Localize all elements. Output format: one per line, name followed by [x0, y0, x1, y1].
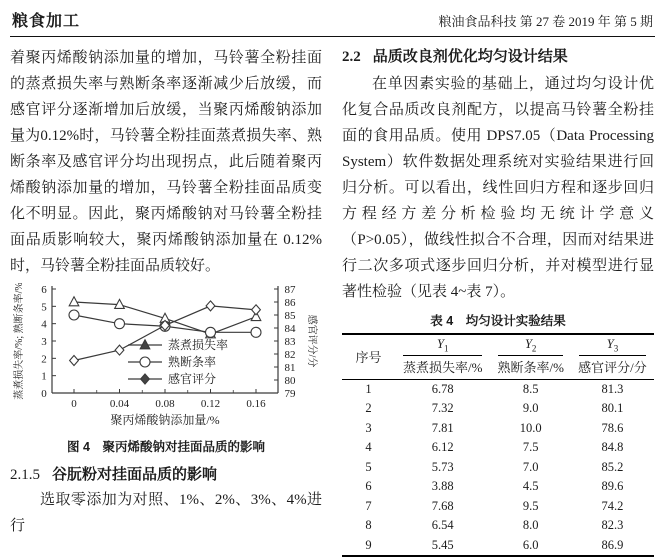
svg-text:1: 1 [41, 370, 47, 383]
col-header-seq: 序号 [342, 334, 395, 379]
svg-text:蒸煮损失率: 蒸煮损失率 [168, 338, 229, 352]
section-heading-2-2 [342, 45, 654, 69]
svg-text:0.04: 0.04 [109, 398, 130, 410]
table-row: 5 5.73 7.0 85.2 [365, 459, 624, 474]
table-row: 3 7.81 10.0 78.6 [365, 420, 624, 435]
section-title: 品质改良剂优化均匀设计结果 [372, 48, 568, 65]
svg-text:6: 6 [41, 284, 47, 296]
svg-text:79: 79 [284, 388, 296, 400]
section-number: 2.2 [342, 49, 361, 65]
journal-issue-info: 粮油食品科技 第 27 卷 2019 年 第 5 期 [438, 14, 653, 29]
table-row: 9 5.45 6.0 86.9 [365, 537, 624, 552]
table-4 [342, 333, 654, 557]
body-paragraph-1: 着聚丙烯酸钠添加量的增加，马铃薯全粉挂面的蒸煮损失率与熟断条率逐渐减少后放缓，而感官评分逐渐增加后放缓，当聚丙烯酸钠添加量为0.12%时，马铃薯全粉挂面蒸煮损失率、熟断条率及感官评分均出现拐点，此后随着聚丙烯酸钠添加量的增加，马铃薯全粉挂面品质变化不明显。因此，聚丙烯酸钠对马铃薯全粉挂面品质影响较大，聚丙烯酸钠添加量在 0.12%时，马铃薯全粉挂面品质较好。 [10, 50, 322, 274]
table-row: 7 7.68 9.5 74.2 [365, 498, 624, 513]
svg-text:84: 84 [284, 323, 296, 335]
journal-section-title: 粮食加工 [12, 13, 81, 30]
svg-text:81: 81 [284, 362, 296, 374]
svg-text:感官评分: 感官评分 [168, 372, 217, 386]
left-column [10, 45, 322, 557]
col-subheader-cooking-loss: 蒸煮损失率/% [395, 356, 490, 380]
figure-4 [10, 283, 322, 455]
two-column-layout [10, 37, 655, 557]
svg-text:80: 80 [284, 375, 296, 387]
col-subheader-break-rate: 熟断条率/% [490, 356, 571, 380]
svg-text:0: 0 [41, 388, 47, 400]
col-subheader-sensory-score: 感官评分/分 [571, 356, 654, 380]
page-header [10, 6, 655, 37]
table-body [342, 379, 654, 556]
svg-text:0.08: 0.08 [155, 398, 175, 410]
col-header-y1: $Y_1$ [395, 334, 490, 356]
svg-text:感官评分/分: 感官评分/分 [306, 314, 317, 368]
svg-text:蒸煮损失率/%; 熟断条率/%: 蒸煮损失率/%; 熟断条率/% [14, 283, 25, 400]
svg-text:5: 5 [41, 301, 47, 314]
svg-text:4: 4 [41, 318, 47, 331]
section-heading-2-1-5 [10, 463, 322, 487]
figure-4-chart [12, 283, 320, 433]
figure-4-caption: 图 4 聚丙烯酸钠对挂面品质的影响 [67, 440, 265, 454]
table-row: 4 6.12 7.5 84.8 [365, 440, 624, 454]
svg-text:85: 85 [284, 310, 296, 322]
section-number: 2.1.5 [10, 467, 40, 483]
svg-text:0.12: 0.12 [200, 398, 221, 410]
col-header-y3: $Y_3$ [571, 334, 654, 356]
svg-text:熟断条率: 熟断条率 [168, 355, 217, 369]
svg-text:87: 87 [284, 284, 296, 296]
svg-text:83: 83 [284, 336, 296, 348]
body-paragraph-2: 选取零添加为对照、1%、2%、3%、4%进行 [10, 492, 322, 534]
right-column [342, 45, 654, 557]
body-paragraph-3: 在单因素实验的基础上，通过均匀设计优化复合品质改良剂配方，以提高马铃薯全粉挂面的食用品质。使用 DPS7.05（Data Processing System）软件数据处理系统对实验结果进行回归分析。可以看出，线性回归方程和逐步回归方程经方差分析检验均无统计学意义（P>0.05），做线性拟合不合理，因而对结果进行二次多项式逐步回归分析，并对模型进行显著性检验（见表 4~表 7）。 [342, 76, 654, 300]
svg-text:82: 82 [284, 349, 296, 361]
svg-text:2: 2 [41, 353, 47, 366]
table-row: 6 3.88 4.5 89.6 [365, 479, 624, 493]
col-header-y2: $Y_2$ [490, 334, 571, 356]
svg-text:聚丙烯酸钠添加量/%: 聚丙烯酸钠添加量/% [110, 413, 220, 427]
table-row: 8 6.54 8.0 82.3 [365, 518, 624, 532]
table-row: 2 7.32 9.0 80.1 [365, 401, 624, 415]
section-title: 谷朊粉对挂面品质的影响 [52, 466, 218, 483]
svg-text:86: 86 [284, 297, 296, 309]
svg-text:0.16: 0.16 [246, 398, 266, 410]
table-row: 1 6.78 8.5 81.3 [365, 381, 624, 396]
table-4-title: 表 4 均匀设计实验结果 [430, 314, 566, 328]
svg-text:3: 3 [41, 336, 47, 348]
svg-text:0: 0 [71, 398, 77, 410]
